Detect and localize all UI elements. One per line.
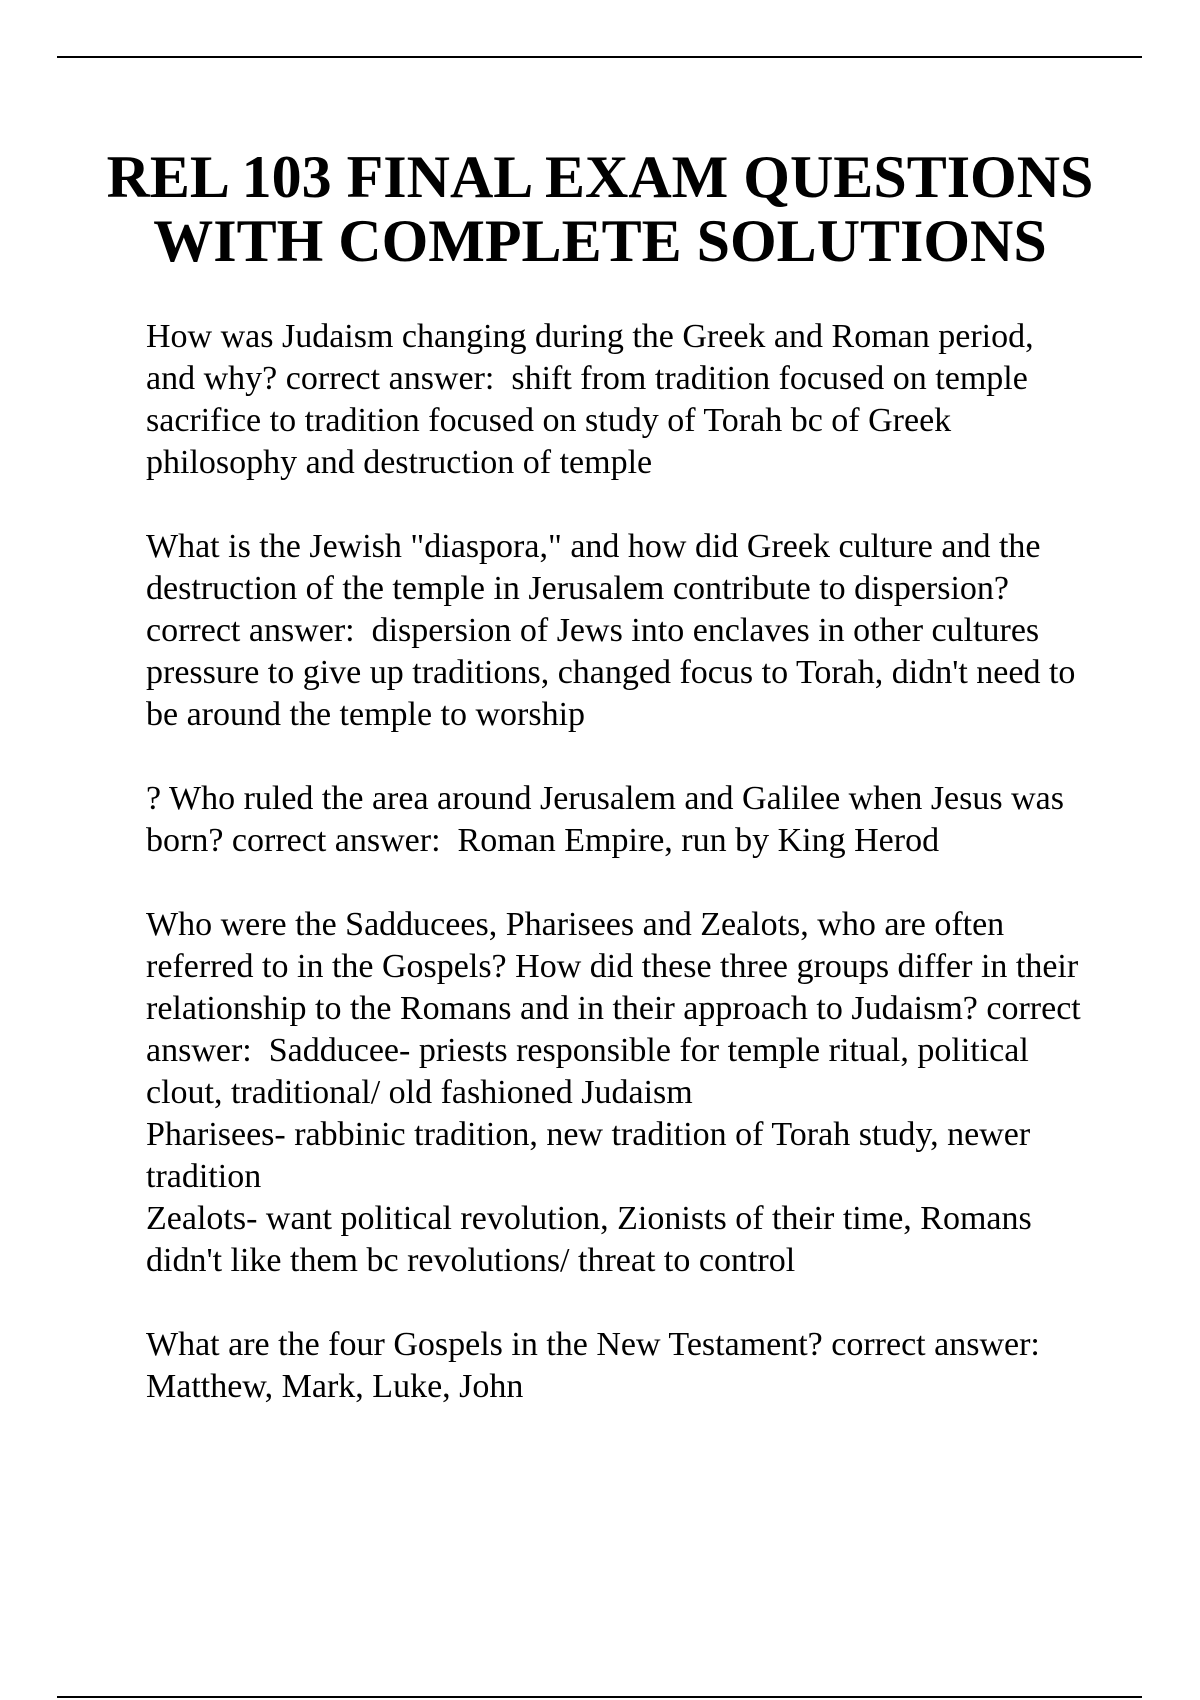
title-line-1: REL 103 FINAL EXAM QUESTIONS bbox=[106, 144, 1094, 210]
qa-list bbox=[146, 316, 1091, 1450]
qa-item-ruler: ? Who ruled the area around Jerusalem and Galilee when Jesus was born? correct answer: Roman Empire, run by King Herod bbox=[146, 780, 1073, 859]
qa-item-gospels: What are the four Gospels in the New Testament? correct answer: Matthew, Mark, Luke, John bbox=[146, 1326, 1057, 1405]
qa-item-diaspora: What is the Jewish "diaspora," and how did Greek culture and the destruction of the temple in Jerusalem contribute to dispersion? correct answer: dispersion of Jews into enclaves in other cultures pressure to give up traditions, changed focus to Torah, didn't need to be around the temple to worship bbox=[146, 528, 1084, 733]
top-divider bbox=[57, 56, 1142, 58]
title-line-2: WITH COMPLETE SOLUTIONS bbox=[153, 208, 1047, 274]
bottom-divider bbox=[57, 1696, 1142, 1698]
page-title bbox=[60, 145, 1140, 273]
qa-item-judaism-changes: How was Judaism changing during the Greek and Roman period, and why? correct answer: shift from tradition focused on temple sacrifice to tradition focused on study of Torah bc of Greek philosophy and destruction of temple bbox=[146, 318, 1043, 481]
qa-item-groups: Who were the Sadducees, Pharisees and Zealots, who are often referred to in the Gospels? How did these three groups differ in their relationship to the Romans and in their approach to Judaism? correct answer: Sadducee- priests responsible for temple ritual, political clout, traditional/ old fashioned Judaism Pharisees- rabbinic tradition, new tradition of Torah study, newer tradition Zealots- want political revolution, Zionists of their time, Romans didn't like them bc revolutions/ threat to control bbox=[146, 906, 1081, 1279]
